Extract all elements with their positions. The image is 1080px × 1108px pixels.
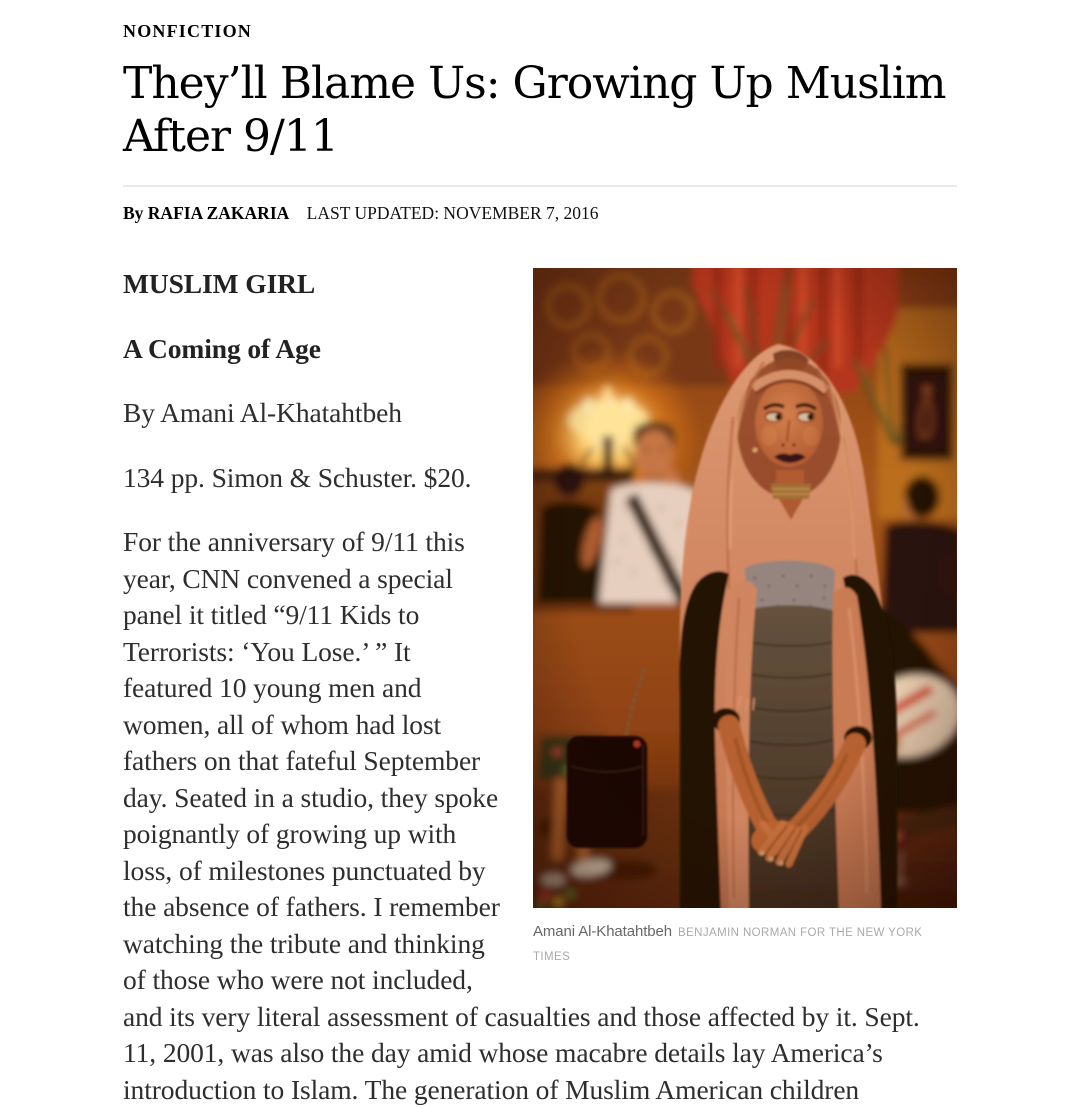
book-author: By Amani Al-Khatahtbeh [123,397,402,428]
byline-author: By RAFIA ZAKARIA [123,203,290,223]
article-title: They’ll Blame Us: Growing Up Muslim After 9/11 [123,58,946,162]
section-kicker: NONFICTION [123,21,253,41]
article-paragraph: For the anniversary of 9/11 this year, CNN convened a special panel it titled “9/11 Kids to Terrorists: ‘You Lose.’ ” It featured 10 young men and women, all of whom had lost fathers on that fateful September day. Seated in a studio, they spoke poignantly of growing up with loss, of milestones punctuated by the absence of fathers. I remember watching the tribute and thinking of those who were not included, and its very literal assessment of casualties and those affected by it. Sept. 11, 2001, was also the day amid whose macabre details lay America’s introduction to Islam. The generation of Muslim American children [123,526,920,1105]
byline-updated: LAST UPDATED: NOVEMBER 7, 2016 [306,203,599,223]
photo-vignette [533,268,957,908]
divider-rule [123,185,957,187]
article-figure [533,268,957,966]
caption-photo-credit: BENJAMIN NORMAN FOR THE NEW YORK TIMES [533,927,923,963]
book-subtitle: A Coming of Age [123,332,321,364]
article-photo[interactable] [533,268,957,908]
book-title: MUSLIM GIRL [123,268,316,299]
book-details: 134 pp. Simon & Schuster. $20. [123,461,472,493]
caption-subject-name: Amani Al-Khatahtbeh [533,923,673,940]
article-body [123,266,957,1108]
byline [123,202,957,224]
photo-caption [533,918,957,966]
